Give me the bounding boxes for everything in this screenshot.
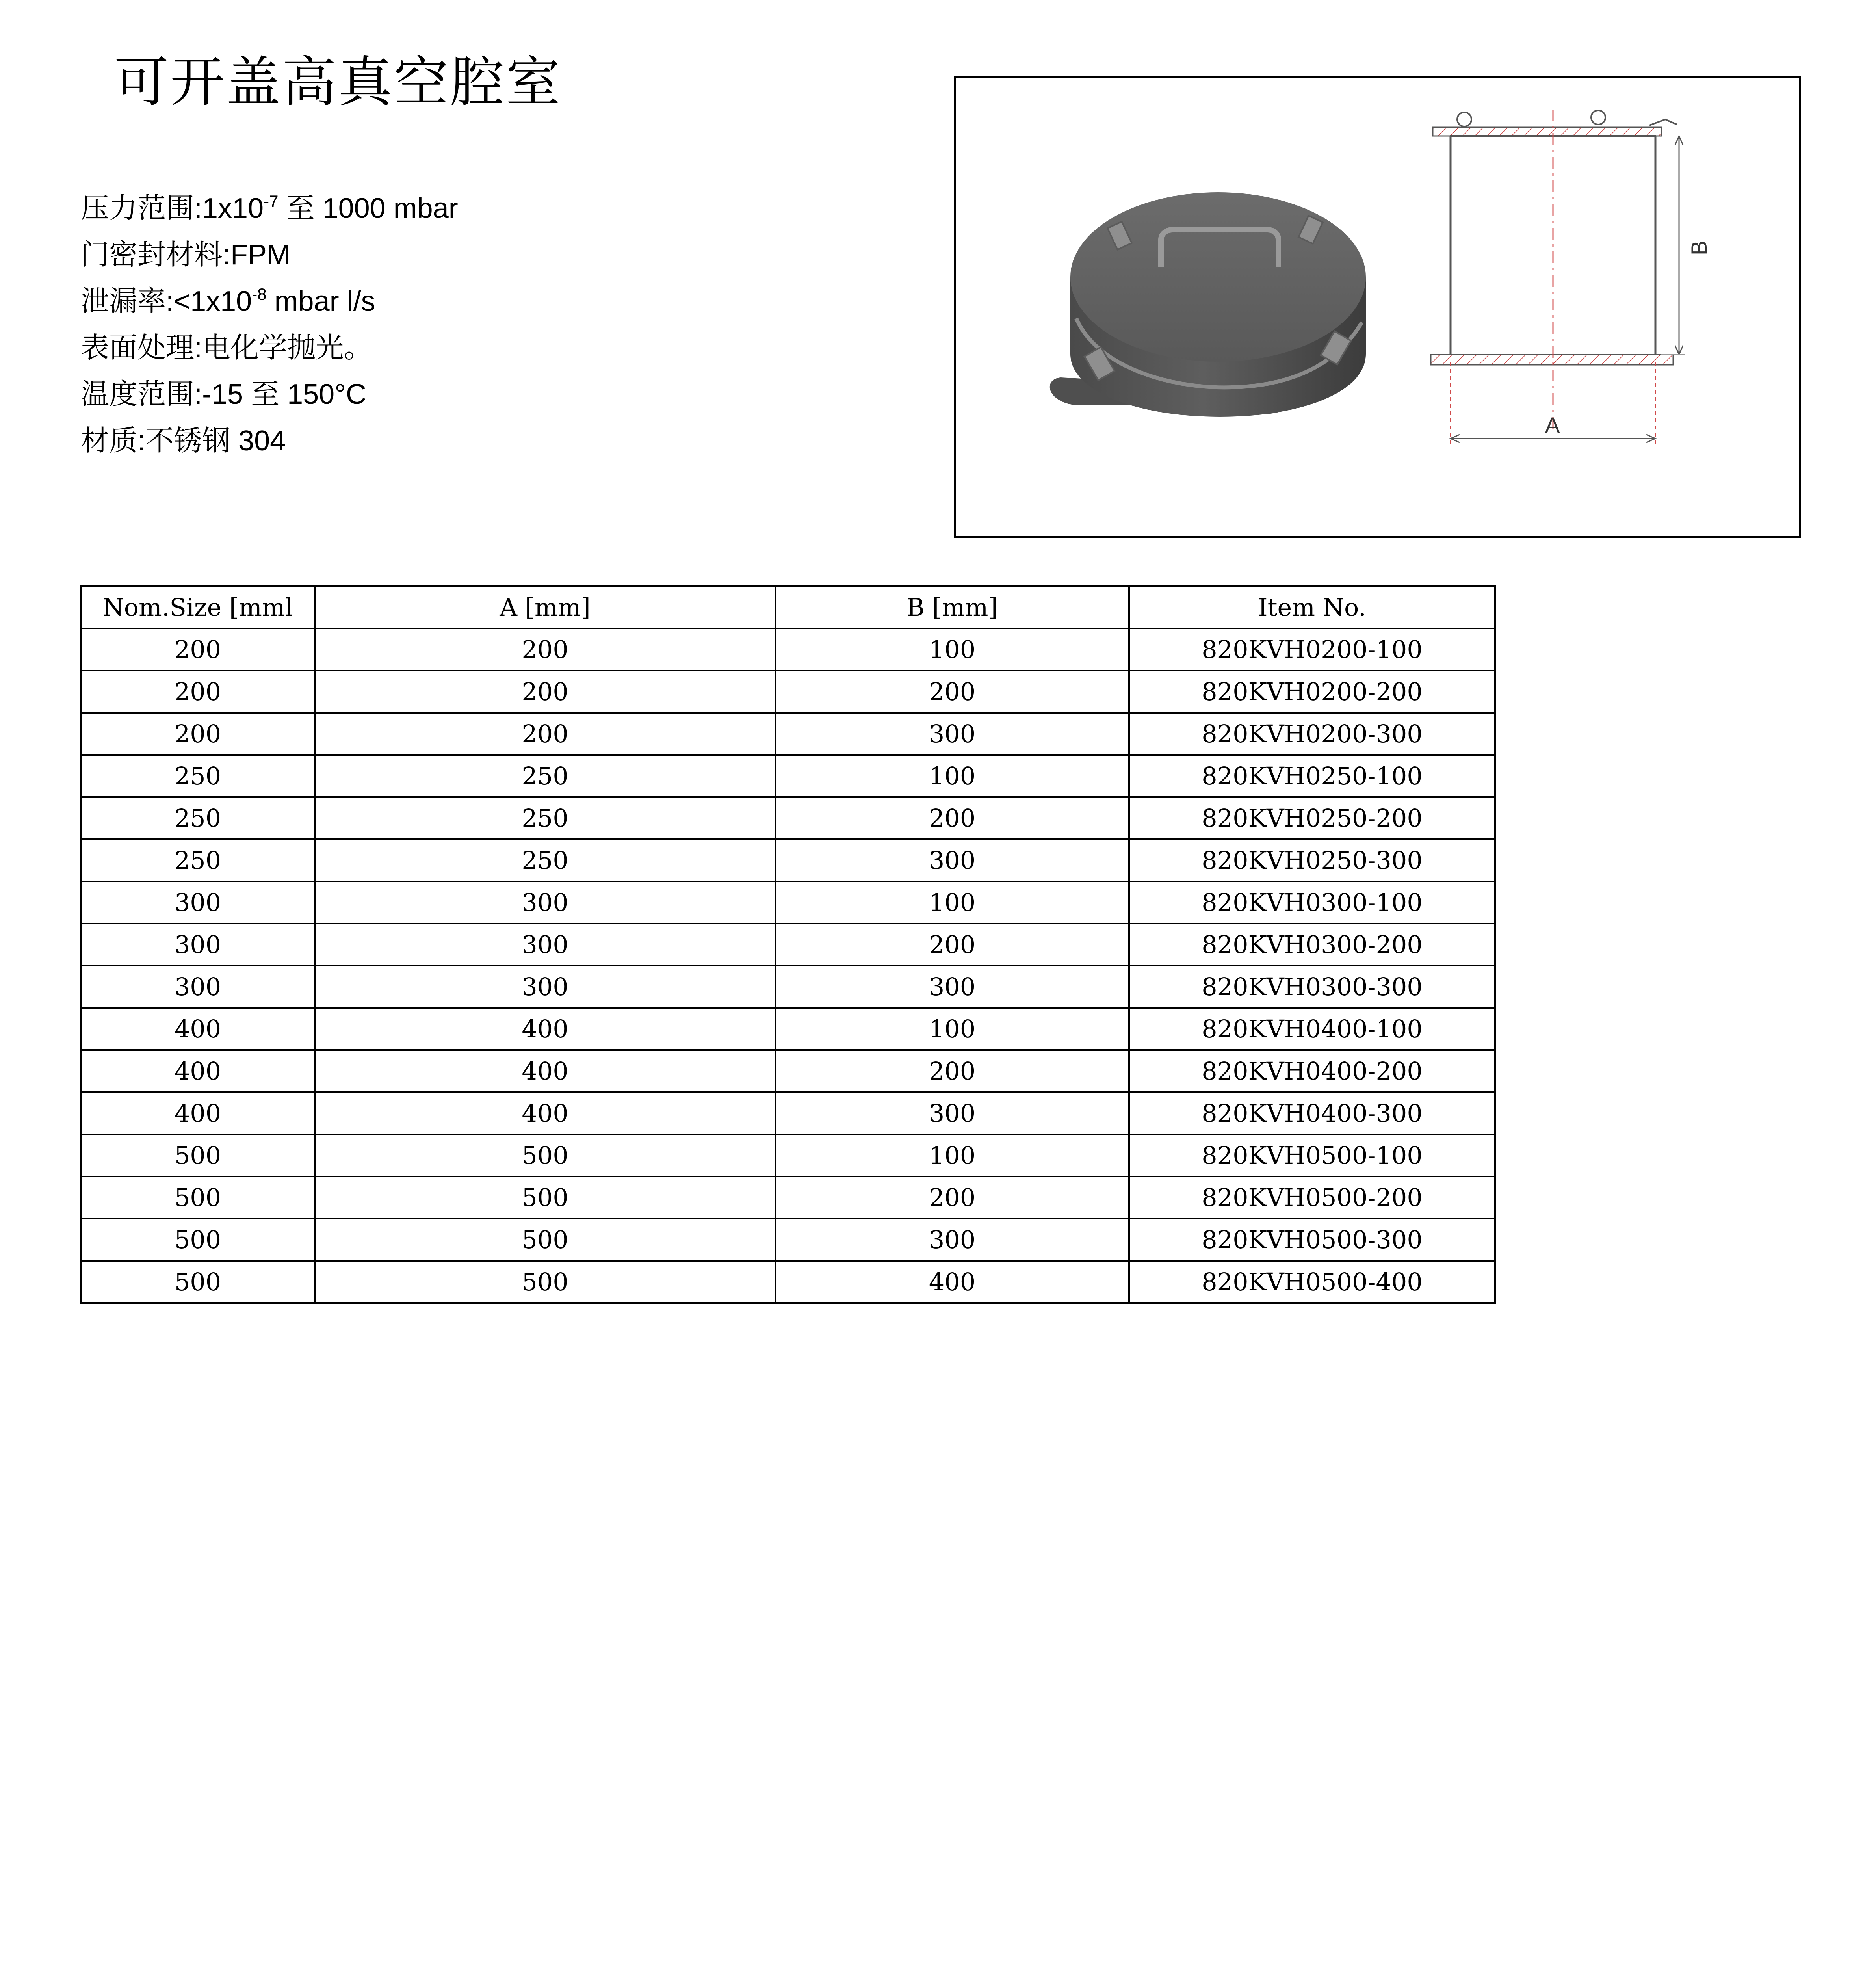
cell-a: 400 [315, 1092, 775, 1134]
spec-value-suffix: 至 1000 mbar [278, 193, 458, 224]
cell-item-no: 820KVH0500-200 [1129, 1176, 1495, 1219]
cell-a: 300 [315, 881, 775, 924]
table-row [81, 671, 1495, 713]
cell-nom-size: 400 [81, 1092, 315, 1134]
column-header-nom-size: Nom.Size [mml [81, 586, 315, 628]
column-header-a: A [mm] [315, 586, 775, 628]
cell-nom-size: 400 [81, 1008, 315, 1050]
cell-item-no: 820KVH0500-100 [1129, 1134, 1495, 1176]
spec-label: 门密封材料: [81, 239, 231, 271]
dimension-b-label: B [1687, 240, 1711, 255]
cell-nom-size: 200 [81, 671, 315, 713]
cell-nom-size: 500 [81, 1219, 315, 1261]
cell-item-no: 820KVH0200-100 [1129, 628, 1495, 671]
cell-a: 300 [315, 924, 775, 966]
spec-value-suffix: mbar l/s [266, 286, 375, 317]
cell-b: 200 [775, 1050, 1129, 1092]
spec-label: 材质: [81, 425, 146, 457]
table-row [81, 1008, 1495, 1050]
cell-item-no: 820KVH0400-100 [1129, 1008, 1495, 1050]
cell-b: 200 [775, 1176, 1129, 1219]
cell-b: 100 [775, 1008, 1129, 1050]
cell-nom-size: 250 [81, 797, 315, 839]
spec-temperature-range [81, 371, 458, 418]
dimension-a-label: A [1545, 413, 1560, 437]
cell-b: 100 [775, 628, 1129, 671]
cell-b: 300 [775, 966, 1129, 1008]
cell-a: 500 [315, 1176, 775, 1219]
table-row [81, 713, 1495, 755]
cell-b: 200 [775, 924, 1129, 966]
spec-value: 不锈钢 304 [145, 425, 286, 457]
cell-item-no: 820KVH0250-300 [1129, 839, 1495, 881]
cell-nom-size: 300 [81, 966, 315, 1008]
cell-b: 300 [775, 1219, 1129, 1261]
table-row [81, 966, 1495, 1008]
cell-a: 500 [315, 1219, 775, 1261]
table-row [81, 1219, 1495, 1261]
spec-value: -15 至 150°C [202, 379, 367, 410]
spec-list [81, 185, 458, 464]
cell-item-no: 820KVH0300-100 [1129, 881, 1495, 924]
table-row [81, 797, 1495, 839]
table-row [81, 881, 1495, 924]
cell-b: 300 [775, 839, 1129, 881]
spec-exponent: -7 [264, 192, 279, 210]
cell-item-no: 820KVH0300-200 [1129, 924, 1495, 966]
cell-nom-size: 300 [81, 881, 315, 924]
table-row [81, 1261, 1495, 1303]
cell-a: 250 [315, 755, 775, 797]
cell-nom-size: 250 [81, 839, 315, 881]
cell-item-no: 820KVH0250-100 [1129, 755, 1495, 797]
cell-a: 500 [315, 1261, 775, 1303]
table-row [81, 755, 1495, 797]
cell-item-no: 820KVH0500-400 [1129, 1261, 1495, 1303]
cell-a: 200 [315, 628, 775, 671]
spec-label: 表面处理: [81, 332, 202, 364]
product-illustration [956, 78, 1799, 536]
cell-b: 200 [775, 797, 1129, 839]
column-header-b: B [mm] [775, 586, 1129, 628]
cell-b: 400 [775, 1261, 1129, 1303]
cell-a: 200 [315, 713, 775, 755]
spec-label: 压力范围: [81, 193, 202, 224]
cell-b: 100 [775, 881, 1129, 924]
cell-item-no: 820KVH0250-200 [1129, 797, 1495, 839]
cell-item-no: 820KVH0300-300 [1129, 966, 1495, 1008]
technical-drawing [1431, 110, 1711, 444]
table-row [81, 1092, 1495, 1134]
spec-surface-treatment [81, 325, 458, 371]
cell-nom-size: 200 [81, 713, 315, 755]
cell-item-no: 820KVH0400-300 [1129, 1092, 1495, 1134]
cell-a: 300 [315, 966, 775, 1008]
cell-nom-size: 500 [81, 1134, 315, 1176]
table-row [81, 1050, 1495, 1092]
cell-nom-size: 300 [81, 924, 315, 966]
cell-a: 250 [315, 797, 775, 839]
spec-door-seal-material [81, 232, 458, 278]
table-header-row [81, 586, 1495, 628]
spec-value: <1x10 [174, 286, 252, 317]
cell-a: 200 [315, 671, 775, 713]
table-row [81, 839, 1495, 881]
cell-b: 300 [775, 713, 1129, 755]
cell-a: 400 [315, 1050, 775, 1092]
spec-material [81, 418, 458, 464]
table-row [81, 628, 1495, 671]
cell-nom-size: 500 [81, 1176, 315, 1219]
table-row [81, 1134, 1495, 1176]
page-title: 可开盖高真空腔室 [114, 50, 562, 114]
cell-item-no: 820KVH0500-300 [1129, 1219, 1495, 1261]
cell-a: 400 [315, 1008, 775, 1050]
cell-b: 100 [775, 755, 1129, 797]
cell-b: 300 [775, 1092, 1129, 1134]
spec-value: 电化学抛光。 [202, 332, 373, 364]
cell-b: 200 [775, 671, 1129, 713]
chamber-photo [1050, 192, 1366, 417]
cell-item-no: 820KVH0200-200 [1129, 671, 1495, 713]
spec-leak-rate [81, 278, 458, 325]
cell-b: 100 [775, 1134, 1129, 1176]
cell-nom-size: 500 [81, 1261, 315, 1303]
table-row [81, 924, 1495, 966]
cell-nom-size: 200 [81, 628, 315, 671]
spec-exponent: -8 [252, 285, 267, 303]
spec-value: FPM [230, 239, 290, 271]
cell-a: 250 [315, 839, 775, 881]
column-header-item-no: Item No. [1129, 586, 1495, 628]
cell-nom-size: 250 [81, 755, 315, 797]
table-row [81, 1176, 1495, 1219]
product-figure [954, 76, 1801, 538]
spec-label: 温度范围: [81, 379, 202, 410]
spec-value: 1x10 [202, 193, 264, 224]
spec-pressure-range [81, 185, 458, 232]
cell-item-no: 820KVH0400-200 [1129, 1050, 1495, 1092]
cell-a: 500 [315, 1134, 775, 1176]
size-table [80, 585, 1496, 1304]
cell-item-no: 820KVH0200-300 [1129, 713, 1495, 755]
spec-label: 泄漏率: [81, 286, 174, 317]
cell-nom-size: 400 [81, 1050, 315, 1092]
